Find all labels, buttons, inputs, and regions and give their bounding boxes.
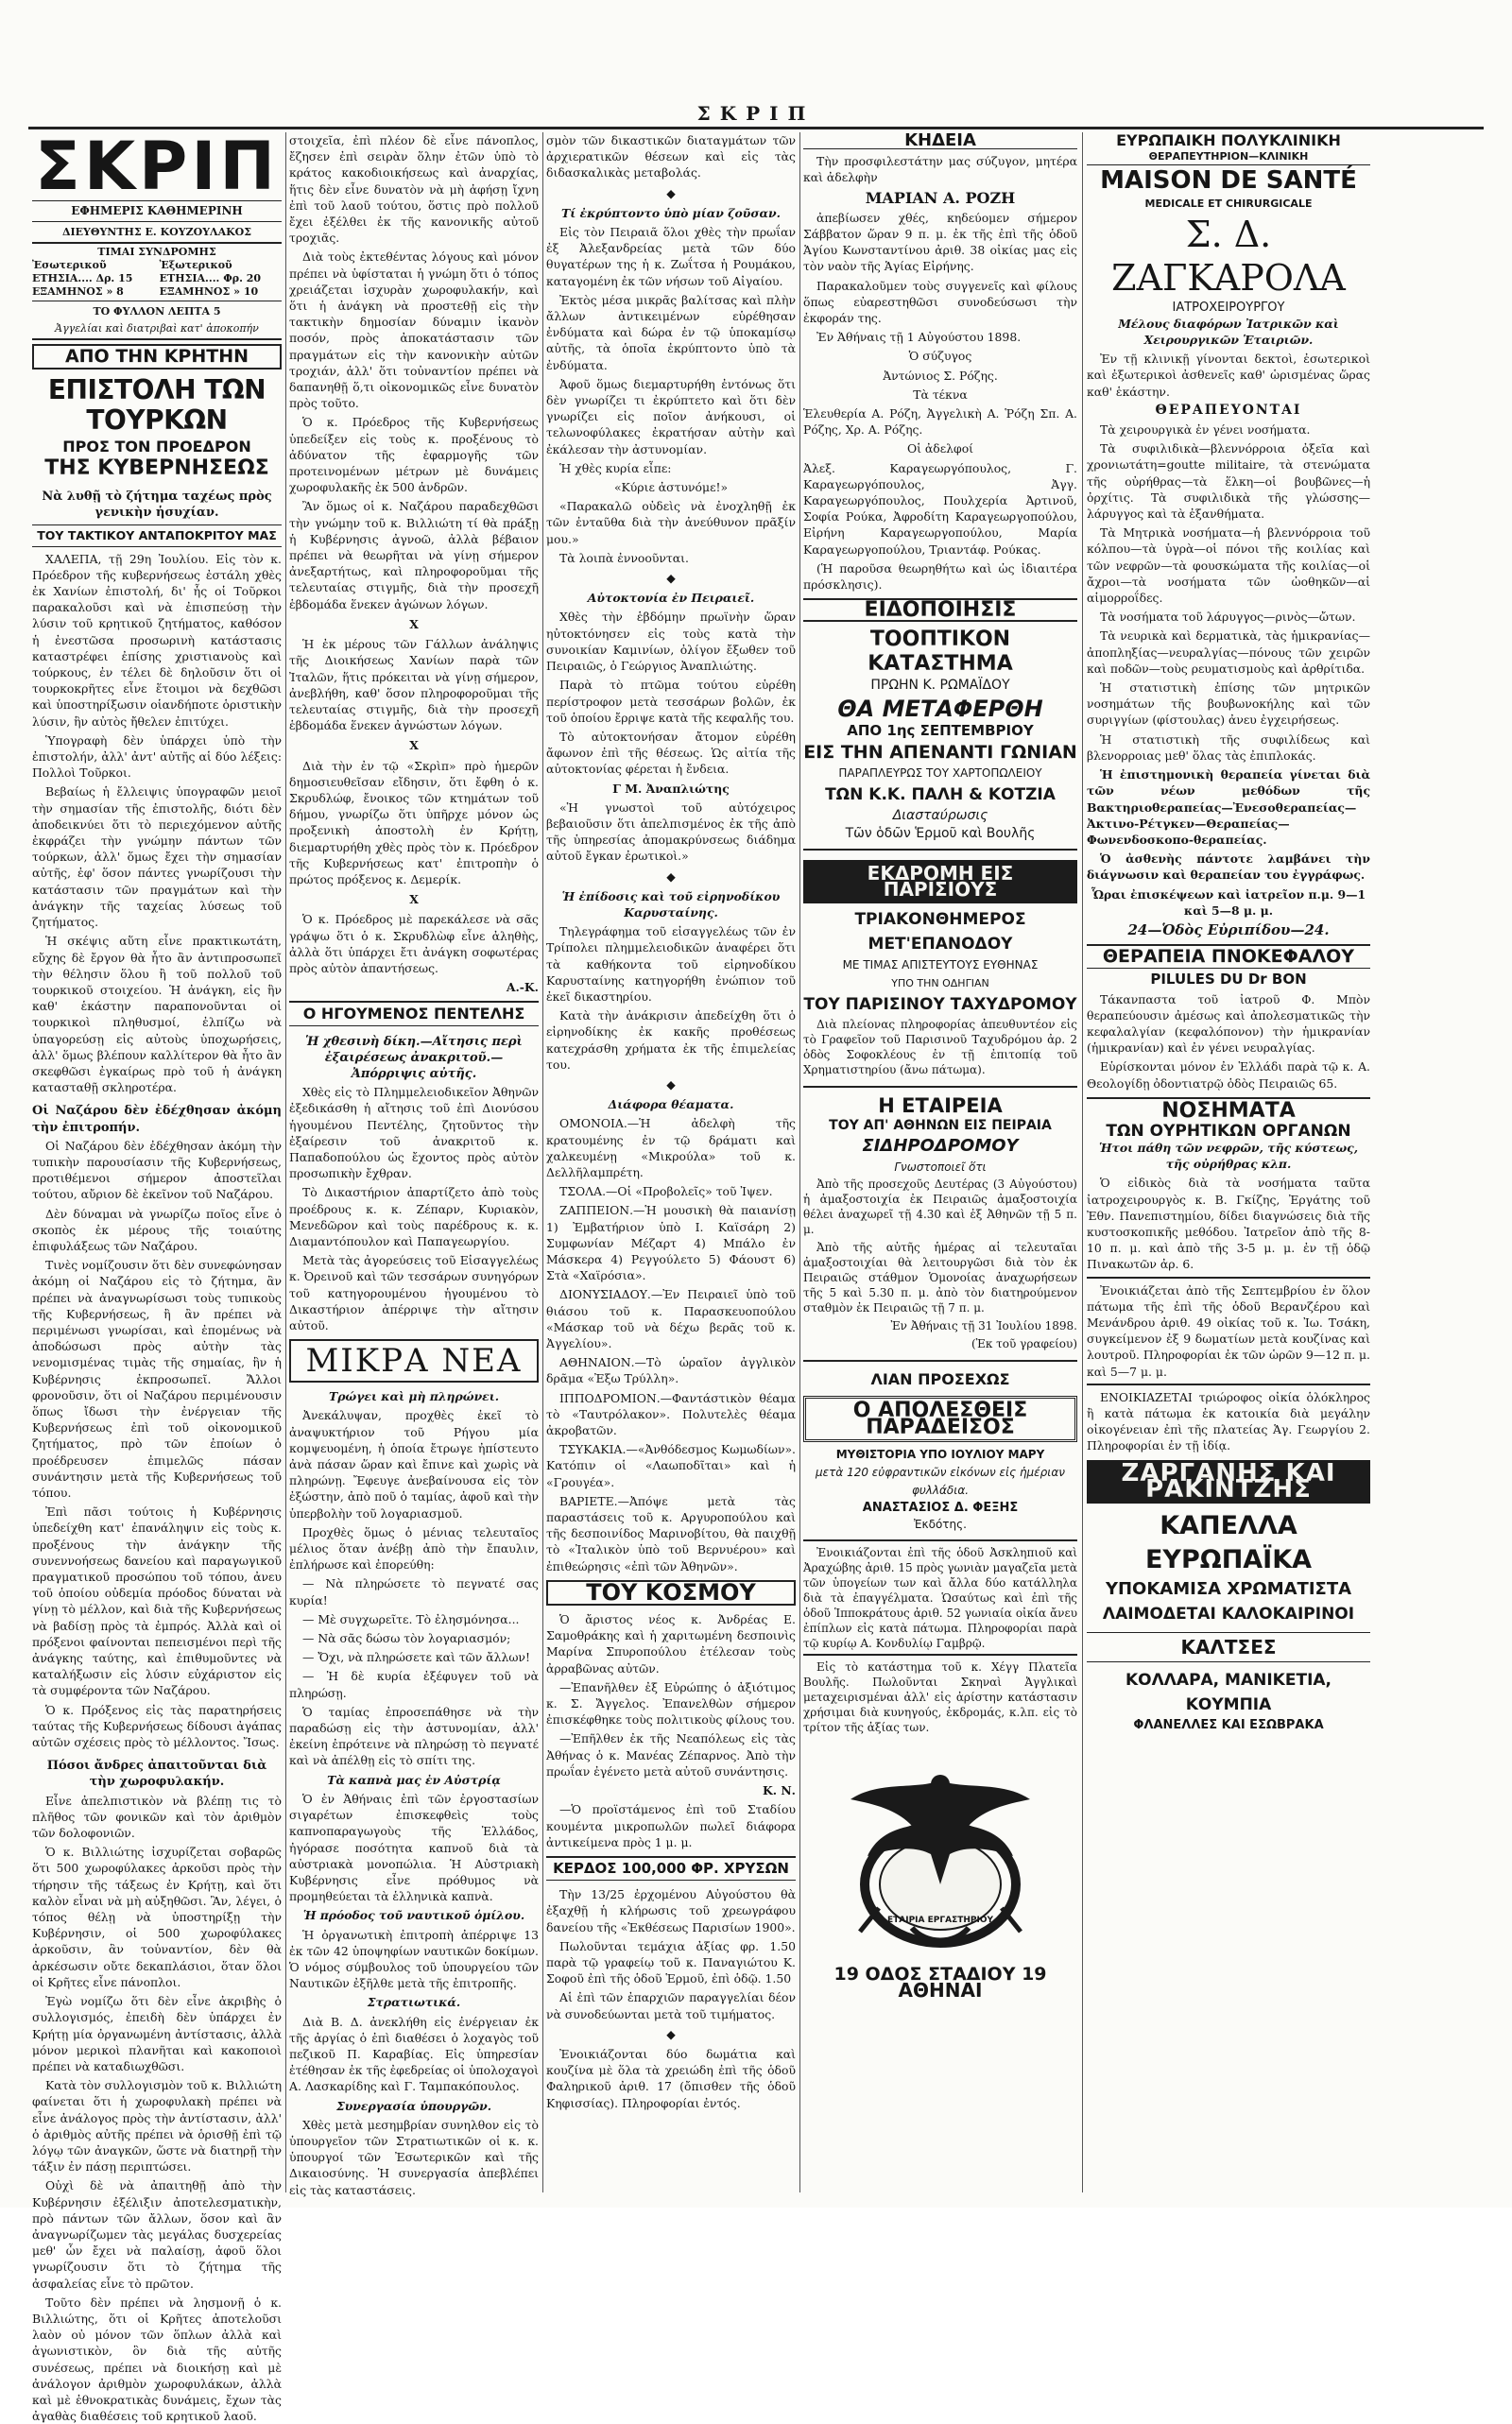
ad-line: ΜΥΘΙΣΤΟΡΙΑ ΥΠΟ ΙΟΥΛΙΟΥ ΜΑΡΥ [835, 1447, 1045, 1461]
paragraph: Τὴν 13/25 ἐρχομένου Αὐγούστου θὰ ἐξαχθῇ ἡ κλήρωσις τοῦ χρεωγράφου δανείου τῆς «Ἐκθέσεως Παρισίων 1900». [546, 1887, 796, 1934]
shop-name: ΖΑΡΓΑΝΗΣ ΚΑΙ ΡΑΚΙΝΤΖΗΣ [1087, 1460, 1370, 1504]
paragraph: σμὸν τῶν δικαστικῶν διαταγμάτων τῶν ἀρχιερατικῶν θέσεων καὶ εἰς τὰς διδασκαλικὰς μεταβολάς. [546, 133, 796, 181]
ad-line: ΛΙΑΝ ΠΡΟΣΕΧΩΣ [870, 1370, 1010, 1389]
separator-diamond: ◆ [666, 1076, 676, 1092]
shop-line: ΚΟΛΛΑΡΑ, ΜΑΝΙΚΕΤΙΑ, ΚΟΥΜΠΙΑ [1125, 1671, 1332, 1715]
paragraph: Ἐνοικιάζονται δύο δωμάτια καὶ κουζίνα μὲ ὅλα τὰ χρειώδη ἐπὶ τῆς ὁδοῦ Φαληρικοῦ ἀριθ. 17 (ὄπισθεν τῆς ὁδοῦ Κηφισσίας). Πληροφορίαι ἐντός. [546, 2046, 796, 2110]
optician-ad [803, 627, 1077, 848]
clinic-address: 24—Ὁδὸς Εὐριπίδου—24. [1127, 920, 1330, 938]
emblem-text: ΕΤΑΙΡΙΑ ΕΡΓΑΣΤΗΡΙΟΥ [886, 1915, 994, 1925]
tents-ad [803, 1654, 1077, 1735]
doctor-title: ΙΑΤΡΟΧΕΙΡΟΥΡΓΟΥ [1172, 300, 1285, 315]
subheading: Ἡτοι πάθη τῶν νεφρῶν, τῆς κύστεως, τῆς οὐρήθρας κλπ. [1098, 1140, 1359, 1172]
divider [1087, 1384, 1370, 1385]
paragraph: στοιχεῖα, ἐπὶ πλέον δὲ εἶνε πάνοπλος, ἔζησεν ἐπὶ σειρὰν ὅλην ἐτῶν ὑπὸ τὸ κράτος κακοδιοικήσεως καὶ ἀναρχίας, ἥτις δὲν εἶνε δυνατὸν νὰ μὴ ἀφήσῃ ἴχνη ἐπὶ τοῦ λαοῦ τούτου, ὅστις πρὸ πολλοῦ ἔχει ἐξέλθει ἐκ τῆς κανονικῆς αὐτοῦ τροχιᾶς. [289, 133, 539, 246]
paragraph: Μετὰ τὰς ἀγορεύσεις τοῦ Εἰσαγγελέως κ. Ὀρεινοῦ καὶ τῶν τεσσάρων συνηγόρων τοῦ κατηγορουμένου ἡγουμένου τὸ Δικαστήριον ἀπέρριψε τὴν αἴτησιν αὐτοῦ. [289, 1253, 539, 1333]
ad-line: Τῶν ὁδῶν Ἑρμοῦ καὶ Βουλῆς [845, 825, 1036, 841]
paragraph: Ἀνεκάλυψαν, προχθὲς ἐκεῖ τὸ ἀναψυκτήριον τοῦ Ρήγου μία κομψευομένη, ἡ ὁποία ἔτρωγε ἠπίστευτο ἀνὰ πάσαν ὥραν καὶ ἔπινε καὶ χωρὶς νὰ πληρώνῃ. Ἔφευγε ἀνεβαίνουσα εἰς τὸν ἐξώστην, ἀπὸ ποῦ ὁ ταμίας, ἀφοῦ καὶ τὴν ὑπερβολὴν τοῦ λογαριασμοῦ. [289, 1408, 539, 1521]
paragraph: Ἡ ὀργανωτικὴ ἐπιτροπὴ ἀπέρριψε 13 ἐκ τῶν 42 ὑποψηφίων ναυτικῶν δοκίμων. Ὁ νόμος σύμβουλος τοῦ ὑπουργείου τῶν Ναυτικῶν ἐξῆλθε μετὰ τῆς ἐπιτροπῆς. [289, 1927, 539, 1991]
subheading: Οἱ Ναζάρου δὲν ἐδέχθησαν ἀκόμη τὴν ἐπιτροπήν. [32, 1104, 282, 1135]
eagle-emblem [822, 1743, 1058, 1979]
paragraph: Οὐχὶ δὲ νὰ ἀπαιτηθῇ ἀπὸ τὴν Κυβέρνησιν ἐξέλιξιν ἀποτελεσματικὴν, πρὸ πάντων τῶν ἄλλων, ὅσον καὶ ἂν ἀναγνωρίζωμεν τὰς μεγάλας δυσχερείας μεθ' ὧν ἔχει νὰ παλαίσῃ, ἀφοῦ ὅλοι γνωρίζουσιν ὅτι τὸ ζήτημα τῆς ἀσφαλείας εἶνε τὸ πρῶτον. [32, 2178, 282, 2291]
ad-line: ΥΠΟ ΤΗΝ ΟΔΗΓΙΑΝ [891, 977, 989, 990]
paragraph: Τοῦτο δὲν πρέπει νὰ λησμονῇ ὁ κ. Βιλλιώτης, ὅτι οἱ Κρῆτες ἀποτελοῦσι λαὸν οὐ μόνον τῶν ὅπλων ἀλλὰ καὶ ἀγωνιστικὸν, ὃν διὰ τῆς αὐτῆς συνέσεως, πρέπει νὰ διοικήσῃ καὶ μὲ ἀνάλογον ἀριθμὸν χωροφυλάκων, ἀλλὰ καὶ μὲ ἐθνοκρατικὰς δυνάμεις, ἔχων τὰς ἀγαθὰς διαθέσεις τοῦ κρητικοῦ λαοῦ. [32, 2295, 282, 2424]
paragraph: Ἂν ὅμως οἱ κ. Ναζάρου παραδεχθῶσι τὴν γνώμην τοῦ κ. Βιλλιώτη τί θὰ πράξῃ ἡ Κυβέρνησις ἀγνοῶ, ἀλλὰ βέβαιον πρέπει νὰ θεωρῆται νὰ γίνῃ σήμερον ἀνεξαρτήτως, καὶ πληροφοροῦμαι τῆς τελευταίας στιγμῆς, διὰ τὴν προσεχῆ ἑβδομάδα ἕνεκεν ἀγώνων λόγων. [289, 499, 539, 611]
prices-foreign-label: Ἐξωτερικοῦ [159, 259, 232, 272]
ad-line: Γνωστοποιεῖ ὅτι [894, 1160, 987, 1175]
dialog-line: — Νὰ πληρώσετε τὸ πεγνατέ σας κυρία! [289, 1576, 539, 1607]
paragraph: Εὑρίσκονται μόνον ἐν Ἑλλάδι παρὰ τῷ κ. Α. Θεολογίδῃ ὀδοντιατρῷ ὁδὸς Πειραιῶς 65. [1087, 1059, 1370, 1091]
prices-domestic-label: Ἐσωτερικοῦ [32, 259, 107, 272]
deceased-name: ΜΑΡΙΑΝ Α. ΡΟΖΗ [865, 188, 1016, 207]
emblem-address: 19 ΟΔΟΣ ΣΤΑΔΙΟΥ 19 [833, 1964, 1047, 1986]
paragraph: Ὁ κ. Πρόεδρος μὲ παρεκάλεσε νὰ σᾶς γράψω ὅτι ὁ κ. Σκρυδλὼφ εἶνε ἀληθὴς, ἀλλὰ ὅτι ὑπάρχει ἔτι ἀνάγκη σοφωτέρας πρὸς αὐτὸν ἀπαντήσεως. [289, 912, 539, 975]
paragraph: Ὁ ταμίας ἐπροσεπάθησε νὰ τὴν παραδώσῃ εἰς τὴν ἀστυνομίαν, ἀλλ' ἐκείνη ἐπρότεινε νὰ πληρώσῃ τὸ πεγνατέ καὶ νὰ ἀπέλθῃ εἰς τὸ σπίτι της. [289, 1704, 539, 1768]
paragraph: Ὁ ἄριστος νέος κ. Ἀνδρέας Ε. Σαμοθράκης καὶ ἡ χαριτωμένη δεσποινὶς Μαρίνα Σπυροπούλου ἐτέλεσαν τοὺς ἀρραβῶνας αὐτῶν. [546, 1612, 796, 1676]
headline-deck: Νὰ λυθῇ τὸ ζήτημα ταχέως πρὸς γενικὴν ἡσυχίαν. [42, 490, 272, 521]
paragraph: Τάκανπαστα τοῦ ἰατροῦ Φ. Μπὸν θεραπεύουσιν ἀμέσως καὶ ἀπολεσματικῶς τὴν κεφαλαλγίαν (κεφαλόπονον) τὴν ἡμικρανίαν (ἡμικρανίαν) καὶ ἐν γένει νευραλγίας. [1087, 991, 1370, 1056]
masthead-title: ΣΚΡΙΠ [35, 128, 279, 205]
ad-line: ΘΑ ΜΕΤΑΦΕΡΘΗ [837, 696, 1043, 723]
clinic-title: ΕΥΡΩΠΑΙΚΗ ΠΟΛΥΚΛΙΝΙΚΗ [1116, 131, 1341, 149]
paragraph: Τὰ χειρουργικὰ ἐν γένει νοσήματα. [1100, 422, 1311, 438]
paragraph: Ὁ κ. Πρόεδρος τῆς Κυβερνήσεως ὑπεδείξεν εἰς τοὺς κ. προξένους τὸ ἀδύνατον τῆς ἐφαρμογῆς τῶν προτεινομένων μέτρων μὲ δυνάμεις χωροφυλακῆς ἐκ 500 ἀνδρῶν. [289, 415, 539, 495]
ad-line: ΤΟΟΠΤΙΚΟΝ ΚΑΤΑΣΤΗΜΑ [868, 627, 1013, 677]
paragraph: Ἡ χθὲς κυρία εἶπε: [559, 460, 672, 475]
byline: ΤΟΥ ΤΑΚΤΙΚΟΥ ΑΝΤΑΠΟΚΡΙΤΟΥ ΜΑΣ [32, 524, 282, 546]
paragraph: ΖΑΠΠΕΙΟΝ.—Ἡ μουσικὴ θὰ παιανίσῃ 1) Ἐμβατήριον ὑπὸ Ι. Καϊσάρη 2) Συμφωνίαν Μέζαρτ 4) Μπάλο ἐν Μάσκερα 4) Ρεγγούλετο 5) Φάουστ 6) Στὰ «Χαϊρόσια». [546, 1203, 796, 1283]
paragraph: Ἡ στατιστικὴ ἐπίσης τῶν μητρικῶν νοσημάτων τῆς βουβωνοκήλης καὶ τῶν συριγγίων (φίστουλας) ἀνευ ἐγχειρήσεως. [1087, 680, 1370, 728]
paragraph: Ἡ στατιστικὴ τῆς συφιλίδεως καὶ βλενορροιας μεθ' ὅλας τὰς ἐπιπλοκάς. [1087, 731, 1370, 763]
dialog-line: — Νὰ σᾶς δώσω τὸν λογαριασμόν; [302, 1631, 511, 1646]
pills-name: PILULES DU Dr BON [1150, 971, 1307, 989]
shop-line: ΥΠΟΚΑΜΙΣΑ ΧΡΩΜΑΤΙΣΤΑ [1105, 1579, 1352, 1600]
paragraph: Ἐπὶ πᾶσι τούτοις ἡ Κυβέρνησις ὑπεδείχθη κατ' ἐπανάληψιν εἰς τοὺς κ. προξένους τὴν ἀνάγκην τῆς συνεννοήσεως δανείου καὶ παραγωγικοῦ πραγματικοῦ προσώπου τοῦ τόπου, ἀνευ τοῦ ὁποίου οὐδεμία πρόοδος δύναται νὰ γίνῃ τὸ μέλλον, καὶ διὰ τῆς Κυβερνήσεως νὰ βαδίσῃ πρὸς τὰ ἐμπρός. Ἀλλὰ καὶ οἱ πρόξενοι φαίνονται πεπεισμένοι περὶ τῆς ἀνάγκης ταύτης, καὶ ἐπιθυμοῦντες νὰ καταλήξωσιν εἰς λύσιν εὐχάριστον εἰς τὰ συμφέροντα τῶν Ναζάρου. [32, 1504, 282, 1698]
paragraph: Τὴν προσφιλεστάτην μας σύζυγον, μητέρα καὶ ἀδελφὴν [803, 154, 1077, 185]
clinic-subtitle: ΘΕΡΑΠΕΥΤΗΡΙΟΝ—ΚΛΙΝΙΚΗ [1087, 148, 1370, 165]
ad-line: ΠΑΡΑΠΛΕΥΡΩΣ ΤΟΥ ΧΑΡΤΟΠΩΛΕΙΟΥ [838, 765, 1042, 780]
masthead-director: ΔΙΕΥΘΥΝΤΗΣ Ε. ΚΟΥΖΟΥΛΑΚΟΣ [32, 222, 282, 244]
paragraph: Διὰ πλείονας πληροφορίας ἀπευθυντέον εἰς τὸ Γραφεῖον τοῦ Παρισινοῦ Ταχυδρόμου ἀρ. 2 ὁδὸς Σοφοκλέους ἐν τῇ ἐπιτοπίᾳ τοῦ Χρηματιστηρίου (ἄνω πάτωμα). [803, 1018, 1077, 1077]
date: Ἐν Ἀθήναις τῇ 31 Ἰουλίου 1898. [890, 1319, 1077, 1333]
clinic-french-subtitle: MEDICALE ET CHIRURGICALE [1144, 198, 1313, 211]
column-2 [289, 132, 539, 2197]
paragraph: Εἰς τὸ κατάστημα τοῦ κ. Χέγγ Πλατεῖα Βουλῆς. Πωλοῦνται Σκηναὶ Ἀγγλικαὶ μεταχειρισμέναι ἀλλ' εἰς ἀρίστην κατάστασιν χρήσιμαι διὰ κυνηγούς, ἐκδρομάς, κ.λπ. εἰς τὸ τρίτον τῆς ἀξίας των. [803, 1659, 1077, 1734]
paragraph: Πωλοῦνται τεμάχια ἀξίας φρ. 1.50 παρὰ τῷ γραφείῳ τοῦ κ. Παναγιώτου Κ. Σοφοῦ ἐπὶ τῆς ὁδοῦ Ἑρμοῦ, ἐπὶ ὁδῷ. 1.50 [546, 1938, 796, 1986]
subheading: Αὐτοκτονία ἐν Πειραιεῖ. [587, 591, 755, 606]
paragraph: Ὁ κ. Πρόξενος εἰς τὰς παρατηρήσεις ταύτας τῆς Κυβερνήσεως δίδουσι ἀγάπας αὐτῶν σχέσεις πρὸς τὸ μέλλοντος. Ἴσως. [32, 1702, 282, 1750]
paragraph: Χθὲς εἰς τὸ Πλημμελειοδικεῖον Ἀθηνῶν ἐξεδικάσθη ἡ αἴτησις τοῦ ἐπὶ Διονύσου ἡγουμένου Πεντέλης, ζητοῦντος τὴν ἐξαίρεσιν τοῦ ἀνακριτοῦ κ. Παπαδοπούλου ὡς ἔχοντος πρὸς αὐτὸν προσωπικὴν ἔχθραν. [289, 1085, 539, 1181]
subheading: ΘΕΡΑΠΕΥΟΝΤΑΙ [1155, 402, 1302, 418]
ads-note: Ἀγγελίαι καὶ διατριβαὶ κατ' ἀποκοπήν [55, 321, 259, 335]
rental-ad [803, 1539, 1077, 1651]
column-rule [285, 132, 286, 2192]
ad-line: Η ΕΤΑΙΡΕΙΑ [878, 1094, 1003, 1118]
subheading: Πόσοι ἄνδρες ἀπαιτοῦνται διὰ τὴν χωροφυλακήν. [46, 1759, 267, 1790]
paragraph: Ἀπὸ τῆς αὐτῆς ἡμέρας αἱ τελευταῖαι ἀμαξοστοιχίαι θὰ λειτουργῶσι διὰ τὸν ἐκ Πειραιῶς στάθμον Ὁμονοίας ἀναχωρήσεων τῆς 5 καὶ 5.30 π. μ. ἀπὸ τὸν διατηρούμενον σταθμὸν ἐκ Πειραιῶς τῇ 7 π. μ. [803, 1241, 1077, 1315]
paragraph: ΤΣΥΚΑΚΙΑ.—«Ἀνθόδεσμος Κωμωδίων». Κατόπιν οἱ «Λαωποδῖται» καὶ ἡ «Γρουγέα». [546, 1442, 796, 1489]
siblings-names: Ἀλεξ. Καραγεωργόπουλος, Γ. Καραγεωργόπουλος, Ἀγγ. Καραγεωργόπουλος, Πουλχερία Ἀρτινοῦ, Σοφία Ρούκα, Ἀφροδίτη Καραγεωργοπούλου, Εἰρήνη Καραγεωργοπούλου, Μαρία Καραγεωργοπούλου, Τριαντάφ. Ρούκας. [803, 460, 1077, 557]
spouse-name: Ἀντώνιος Σ. Ρόζης. [883, 368, 998, 383]
ad-line: Διασταύρωσις [892, 807, 988, 823]
column-rule [799, 132, 800, 2192]
paragraph: —Ἐπῆλθεν ἐκ τῆς Νεαπόλεως εἰς τὰς Ἀθήνας ὁ κ. Μανέας Ζέπαρνος. Ἀπὸ τὴν πρωΐαν ἐγένετο μετὰ αὐτοῦ συνάντησις. [546, 1731, 796, 1779]
quote: «Κύριε ἀστυνόμε!» [613, 480, 729, 495]
ad-line: ΑΠΟ 1ης ΣΕΠΤΕΜΒΡΙΟΥ [847, 722, 1034, 740]
price-semester-domestic: ΕΞΑΜΗΝΟΣ » 8 [32, 285, 124, 299]
paragraph: Ἀπὸ τῆς προσεχοῦς Δευτέρας (3 Αὐγούστου) ἡ ἀμαξοστοιχία ἐκ Πειραιῶς ἀμαξοστοιχία θέλει ἀναχωρεῖ τῇ 4.30 καὶ ἐξ Ἀθηνῶν τῇ 5 π. μ. [803, 1178, 1077, 1237]
signature: (Ἐκ τοῦ γραφείου) [971, 1337, 1077, 1351]
headline-urinary-organs: ΤΩΝ ΟΥΡΗΤΙΚΩΝ ΟΡΓΑΝΩΝ [1106, 1121, 1351, 1141]
paragraph: ΙΠΠΟΔΡΟΜΙΟΝ.—Φαντάστικὸν θέαμα τὸ «Ταυτρόλακον». Πολυτελὲς θέαμα ἀκροβατῶν. [546, 1390, 796, 1438]
column-4 [803, 132, 1077, 2183]
subscription-prices [32, 244, 282, 301]
paragraph: Διὰ τοὺς ἐκτεθέντας λόγους καὶ μόνον πρέπει νὰ ὑφίσταται ἡ γνώμη ὅτι ὁ τόπος χρειάζεται ἰσχυρὰν χωροφυλακήν, καὶ ὅτι ἡ ἀνάγκη νὰ προστεθῇ εἰς τὴν τακτικὴν δημοσίαν δύναμιν ἱκανὸν ποσόν, πρὸς ἀποκατάστασιν τῶν πραγμάτων εἰς τὴν κανονικὴν αὐτῶν τροχιάν, ἀλλ' ὅτι τοὐναντίον πρέπει νὰ δαπανηθῇ ὅ,τι οἰκονομικῶς εἶνε δυνατὸν πρὸς τοῦτο. [289, 249, 539, 411]
headline-diseases: ΝΟΣΗΜΑΤΑ [1087, 1097, 1370, 1124]
column-1 [32, 128, 282, 2424]
issue-price-text: ΤΟ ΦΥΛΛΟΝ ΛΕΠΤΑ 5 [93, 305, 221, 318]
headline-headache-cure: ΘΕΡΑΠΕΙΑ ΠΝΟΚΕΦΑΛΟΥ [1087, 944, 1370, 969]
doctor-membership: Μέλους διαφόρων Ἰατρικῶν καὶ Χειρουργικῶν Ἑταιριῶν. [1118, 316, 1339, 348]
paragraph: Τὸ αὐτοκτονήσαν ἄτομον εὑρέθη ἄφωνον ἐπὶ τῆς θέσεως. Ὡς αἰτία τῆς αὐτοκτονίας φέρεται ἡ ἔνδεια. [546, 729, 796, 777]
shop-line: ΚΑΛΤΣΕΣ [1087, 1632, 1370, 1662]
eagle-icon [822, 1743, 1058, 1979]
ad-line: ΣΙΔΗΡΟΔΡΟΜΟΥ [862, 1136, 1019, 1157]
headline-abbot: Ο ΗΓΟΥΜΕΝΟΣ ΠΕΝΤΕΛΗΣ [289, 1001, 539, 1025]
doctor-name: Σ. Δ. ΖΑΓΚΑΡΟΛΑ [1111, 213, 1346, 299]
headline-to-president: ΠΡΟΣ ΤΟΝ ΠΡΟΕΔΡΟΝ [62, 438, 251, 456]
ad-line: ΕΙΣ ΤΗΝ ΑΠΕΝΑΝΤΙ ΓΩΝΙΑΝ [803, 741, 1077, 763]
dialog-line: — Μὲ συγχωρεῖτε. Τὸ ἐλησμόνησα... [302, 1611, 520, 1626]
ad-line: Ἐκδότης. [914, 1517, 967, 1531]
dialog-line: — Ἡ δὲ κυρία ἐξέφυγεν τοῦ νὰ πληρώσῃ. [289, 1669, 539, 1700]
ad-line: Ο ΑΠΟΛΕΣΘΕΙΣ ΠΑΡΑΔΕΙΣΟΣ [803, 1396, 1077, 1441]
headline-crete: ΑΠΟ ΤΗΝ ΚΡΗΤΗΝ [32, 344, 282, 370]
subheading: Ἡ πρόοδος τοῦ ναυτικοῦ ὁμίλου. [302, 1908, 525, 1923]
paragraph: Ἐνοικιάζεται ἀπὸ τῆς Σεπτεμβρίου ἐν ὅλον πάτωμα τῆς ἐπὶ τῆς ὁδοῦ Βερανζέρου καὶ Μενάνδρου ἀριθ. 49 οἰκίας τοῦ κ. Ἰω. Τσάκη, συγκείμενον ἐξ 9 δωματίων μετὰ κουζίνας καὶ λουτροῦ. Πληροφορίαι ἐκ τῶν ὡρῶν 9—12 π. μ. καὶ 5—7 μ. μ. [1087, 1282, 1370, 1379]
clinic-french-title: MAISON DE SANTÉ [1100, 166, 1357, 196]
paragraph: Τὰ Μητρικὰ νοσήματα—ἡ βλεννόρροια τοῦ κόλπου—τὰ ὑγρὰ—οἱ πόνοι τῆς κοιλίας καὶ τῶν νεφρῶν—τὰ φουσκώματα τῆς κοιλίας—οἱ ἄχροι—τὰ νοσήματα τῶν ὠοθηκῶν—αἱ αἱμορροΐδες. [1087, 525, 1370, 606]
ad-line: ΑΝΑΣΤΑΣΙΟΣ Δ. ΦΕΞΗΣ [862, 1500, 1019, 1515]
paragraph: Δὲν δύναμαι νὰ γνωρίζω ποῖος εἶνε ὁ σκοπὸς ἐκ μέρους τῆς τοιαύτης ἐπιφυλάξεως τῶν Ναζάρου. [32, 1206, 282, 1253]
paragraph: Τὰ νευρικὰ καὶ δερματικὰ, τὰς ἡμικρανίας—ἀποπληξίας—νευραλγίας—πόνους τῶν χειρῶν καὶ ποδῶν—τοὺς ρευματισμοὺς καὶ ἀρθρίτιδα. [1087, 628, 1370, 676]
paragraph: Ὁ ἐν Ἀθήναις ἐπὶ τῶν ἐργοστασίων σιγαρέτων ἐπισκεφθεὶς τοὺς καπνοπαραγωγοὺς τῆς Ἑλλάδος, ἠγόρασε ποσότητα καπνοῦ διὰ τὰ αὐστριακὰ μονοπώλια. Ἡ Αὐστριακὴ Κυβέρνησις εἶνε πρόθυμος νὰ προμηθεύεται τὰ ἑλληνικὰ καπνὰ. [289, 1791, 539, 1904]
paragraph: Ἐγὼ νομίζω ὅτι δὲν εἶνε ἀκριβὴς ὁ συλλογισμός, ἐπειδὴ δὲν ὑπάρχει ἐν Κρήτῃ μία ὀργανωμένη ἀντίστασις, ἀλλὰ μόνον μερικοὶ πλανῆται καὶ κακοποιοὶ πρέπει νὰ καταδιωχθῶσι. [32, 1994, 282, 2073]
price-annual-domestic: ΕΤΗΣΙΑ.... Δρ. 15 [32, 272, 133, 285]
price-annual-foreign: ΕΤΗΣΙΑ.... Φρ. 20 [159, 272, 262, 285]
dialog-line: — Ὄχι, νὰ πληρώσετε καὶ τῶν ἄλλων! [302, 1650, 530, 1665]
column-3 [546, 132, 796, 2183]
paragraph: Ὑπογραφὴ δὲν ὑπάρχει ὑπὸ τὴν ἐπιστολήν, ἀλλ' ἀντ' αὐτῆς αἱ δύο λέξεις: Πολλοὶ Τοῦρκοι. [32, 732, 282, 781]
paragraph: Ἐνοικιάζονται ἐπὶ τῆς ὁδοῦ Ἀσκληπιοῦ καὶ Ἀραχώβης ἀριθ. 15 πρὸς γωνιὰν μαγαζεῖα μετὰ τῶν ὑπογείων των καὶ ἄλλα δύο κατάλληλα διὰ τὰ ἐπαγγέλματα. Ὡσαύτως καὶ ἐπὶ τῆς ὁδοῦ Ἱπποκράτους ἀριθ. 52 γωνιαία οἰκία ἄνευ ἐπίπλων εἰς κατὰ πάτωμα. Πληροφορίαι παρὰ τῷ κυρίῳ Α. Κονδυλίῳ Γαμβρῷ. [803, 1545, 1077, 1650]
paragraph: ΟΜΟΝΟΙΑ.—Ἡ ἀδελφὴ τῆς κρατουμένης ἐν τῷ δράματι καὶ χαλκευμένῃ «Μικρούλα» τοῦ κ. Δελλῆλαμπρέτη. [546, 1116, 796, 1179]
separator-cross: Χ [409, 892, 419, 907]
separator-diamond: ◆ [666, 2026, 676, 2041]
separator-cross: Χ [409, 738, 419, 753]
column-5 [1087, 132, 1370, 2183]
ad-line: ΕΚΔΡΟΜΗ ΕΙΣ ΠΑΡΙΣΙΟΥΣ [803, 860, 1077, 903]
signature: Γ Μ. Ἀναπλιώτης [612, 781, 730, 796]
column-rule [542, 132, 543, 2192]
ad-line: ΤΡΙΑΚΟΝΘΗΜΕΡΟΣ ΜΕΤ'ΕΠΑΝΟΔΟΥ [854, 910, 1026, 954]
prices-row [32, 272, 282, 285]
headline-deck: Ἡ χθεσινὴ δίκη.—Αἴτησις περὶ ἐξαιρέσεως ἀνακριτοῦ.—Ἀπόρριψις αὐτῆς. [305, 1034, 523, 1081]
paragraph: Ἐν τῇ κλινικῇ γίνονται δεκτοὶ, ἐσωτερικοὶ καὶ ἐξωτερικοὶ ἀσθενεῖς καθ' ὡρισμένας ὥρας καθ' ἑκάστην. [1087, 352, 1370, 399]
paragraph: Τὰ νοσήματα τοῦ λάρυγγος—ρινὸς—ὤτων. [1100, 610, 1356, 625]
paragraph: Τινὲς νομίζουσιν ὅτι δὲν συνεφώνησαν ἀκόμη οἱ Ναζάρου εἰς τὸ ζήτημα, ἂν πρέπει νὰ ἀναγνωρίσωσι τοὺς τυπικοὺς τῆς Κυβερνήσεως, ἢ ἂν πρέπει νὰ περιμένωσι γνωρίσαι, καὶ ἐπομένως νὰ ἀποδώσωσι πρὸς αὐτὴν τὰς νενομισμένας τιμὰς τῆς σημαίας, ἣν ἡ Κυβέρνησις ἐκπροσωπεῖ. Ἄλλοι φρονοῦσιν, ὅτι οἱ Ναζάρου περιμένουσιν ὅπως ἴδωσι τὴν ἐνέργειαν τῆς Κυβερνήσεως ἐπὶ τοῦ οἰκονομικοῦ ζητήματος, πρὸ τῶν ἐποίων ὁ προέδρευσεν ἐπιμελῶς πάσαν συνάντησιν μετὰ τῆς Κυβερνήσεως τοῦ τόπου. [32, 1258, 282, 1500]
paragraph: —Ὁ προϊστάμενος ἐπὶ τοῦ Σταδίου κουμέντα μικροπωλῶν πωλεῖ διάφορα ἀντικείμενα πρὸς 1 μ. μ. [546, 1802, 796, 1849]
separator-diamond: ◆ [666, 868, 676, 884]
paris-excursion-ad [803, 849, 1077, 1086]
ad-line: μετὰ 120 εὐφραντικῶν εἰκόνων εἰς ἡμέριαν φυλλάδια. [816, 1465, 1065, 1497]
paragraph: Ἐκτὸς μέσα μικρᾶς βαλίτσας καὶ πλὴν ἄλλων ἀντικειμένων εὑρέθησαν ἐνδύματα καὶ δώρα ἐν τῷ ὑποκαμίσῳ αὐτῆς, τὰ ὁποῖα ἐκρύπτοντο ὑπὸ τὰ ἐνδύματα. [546, 292, 796, 372]
shop-line: ΦΛΑΝΕΛΛΕΣ ΚΑΙ ΕΣΩΒΡΑΚΑ [1133, 1718, 1324, 1733]
paragraph: Ἡ ἐπιστημονικὴ θεραπεία γίνεται διὰ τῶν νέων μεθόδων τῆς Βακτηριοθεραπείας—Ἐνεσοθεραπείας—Ἀκτινο-Ρέτγκεν—Θεραπείας—Φωνενδοσκοπο-θεραπείας. [1087, 767, 1370, 847]
masthead-subtitle: ΕΦΗΜΕΡΙΣ ΚΑΘΗΜΕΡΙΝΗ [32, 200, 282, 222]
paragraph: Ἡ σκέψις αὕτη εἶνε πρακτικωτάτη, εὔχης δὲ ἔργον θὰ ἦτο ἂν ἀντιπροσωπεῖ τὴν θέλησιν ὅλου ἢ τοῦ πολλοῦ τοῦ τουρκικοῦ στοιχείου. Ἡ ἀνάγκη, εἰς ἣν καθ' ἑκάστην παραπονοῦνται οἱ τουρκικοὶ πληθυσμοί, ἐλπίζω νὰ ὑπαγορεύσῃ εἰς αὐτοὺς ὑποχωρήσεις, ἀλλ' ὅμως βλέπουν καλλίτερον θὰ ἦτο ἂν σκεφθῶσι ἐγκαίρως πρὸ τοῦ ἡ ἀνάγκη κατασταθῇ σκληροτέρα. [32, 934, 282, 1095]
subheading: Τρώγει καὶ μὴ πληρώνει. [328, 1389, 500, 1404]
running-head: ΣΚΡΙΠ [696, 102, 816, 125]
paragraph: «Ἡ γνωστοὶ τοῦ αὐτόχειρος βεβαιοῦσιν ὅτι ἀπελπισμένος ἐκ τῆς ἀπὸ τῆς ὑπηρεσίας ἀπομακρύνσεως διάδημα αὐτοῦ ἔγκαν ἐρωτικοὶ.» [546, 799, 796, 864]
paragraph: Ὁ εἰδικὸς διὰ τὰ νοσήματα ταῦτα ἰατροχειρουργὸς κ. Β. Γκίζης, Ἐργάτης τοῦ Ἐθν. Πανεπιστημίου, δίδει διαγνώσεις διὰ τῆς κυστοσκοπικῆς μεθόδου. Ἰατρεῖον ἀπὸ τῆς 8-10 π. μ. καὶ ἀπὸ τῆς 3-5 μ. μ. ἐν τῇ ὁδῷ Πινακωτῶν ἀρ. 6. [1087, 1176, 1370, 1272]
paragraph: Τὸ Δικαστήριον ἀπαρτίζετο ἀπὸ τοὺς προέδρους κ. κ. Ζέπαρν, Κυριακὸν, Μενεδῶρον καὶ τοὺς παρέδρους κ. κ. Διαμαντόπουλον καὶ Παπαγεωργίου. [289, 1185, 539, 1248]
paragraph: Τηλεγράφημα τοῦ εἰσαγγελέως τῶν ἐν Τρίπολει πλημμελειοδικῶν ἀναφέρει ὅτι τὰ καθήκοντα τοῦ εἰρηνοδίκου Καρυσταίνης κατηγορήθη ἐνώπιον τοῦ ἐκεῖ δικαστηρίου. [546, 924, 796, 1004]
paragraph: Κατὰ τὸν συλλογισμὸν τοῦ κ. Βιλλιώτη φαίνεται ὅτι ἡ χωροφυλακὴ πρέπει νὰ εἶνε ἀνάλογος πρὸς τὴν ἀντίστασιν, ἀλλ' ὁ ἀριθμὸς αὐτῆς πρέπει νὰ ὁρισθῇ ἐπὶ τῷ λόγῳ τῶν ἀναγκῶν, ὥστε νὰ διατηρῇ τὴν τάξιν ἐν πάσῃ περιπτώσει. [32, 2078, 282, 2175]
paragraph: Χθὲς μετὰ μεσημβρίαν συνηλθον εἰς τὸ ὑπουργεῖον τῶν Στρατιωτικῶν οἱ κ. κ. ὑπουργοί τῶν Ἐσωτερικῶν καὶ τῆς Δικαιοσύνης. Ἡ συνεργασία ἀπεβλέπει εἰς τὰς καταστάσεις. [289, 2117, 539, 2197]
headline-government: ΤΗΣ ΚΥΒΕΡΝΗΣΕΩΣ [44, 456, 269, 481]
separator-diamond: ◆ [666, 185, 676, 200]
ad-line: ΜΕ ΤΙΜΑΣ ΑΠΙΣΤΕΥΤΟΥΣ ΕΥΘΗΝΑΣ [842, 958, 1039, 972]
date: Ἐν Ἀθήναις τῇ 1 Αὐγούστου 1898. [816, 330, 1022, 345]
emblem-city: ΑΘΗΝΑΙ [898, 1979, 983, 2003]
paragraph: ΔΙΟΝΥΣΙΑΔΟΥ.—Ἐν Πειραιεῖ ὑπὸ τοῦ θιάσου τοῦ κ. Παρασκευοπούλου «Μάσκαρ τοῦ νὰ δέχω βερᾶς τοῦ κ. Ἀγγελίου». [546, 1287, 796, 1351]
ad-line: ΤΟΥ ΑΠ' ΑΘΗΝΩΝ ΕΙΣ ΠΕΙΡΑΙΑ [829, 1118, 1052, 1134]
paragraph: —Ἐπανῆλθεν ἐξ Εὐρώπης ὁ ἀξιότιμος κ. Σ. Ἄγγελος. Ἐπανελθὼν σήμερον ἐπισκέφθηκε τοὺς πολιτικοὺς φίλους του. [546, 1679, 796, 1728]
article-signature: Α.-Κ. [506, 980, 539, 995]
paragraph: Παρακαλοῦμεν τοὺς συγγενεῖς καὶ φίλους ὅπως εὐαρεστηθῶσι συνοδεύσωσι τὴν ἐκφοράν της. [803, 278, 1077, 326]
signature: Κ. Ν. [762, 1783, 796, 1798]
subheading: Ἡ ἐπίδοσις καὶ τοῦ εἰρηνοδίκου Καρυσταίνης. [561, 888, 781, 920]
divider [1087, 1277, 1370, 1279]
paragraph: ΑΘΗΝΑΙΟΝ.—Τὸ ὡραῖον ἀγγλικὸν δρᾶμα «Ἐξω Τρύλλη». [546, 1355, 796, 1386]
headline-letter: ΕΠΙΣΤΟΛΗ ΤΩΝ ΤΟΥΡΚΩΝ [47, 374, 266, 437]
ad-line: ΤΟΥ ΠΑΡΙΣΙΝΟΥ ΤΑΧΥΔΡΟΜΟΥ [803, 995, 1077, 1015]
paragraph: Εἰς τὸν Πειραιᾶ ὅλοι χθὲς τὴν πρωΐαν ἐξ Ἀλεξανδρείας μετὰ τῶν δύο θυγατέρων της ἡ κ. Ζωΐτσα ἡ Ρουμάκου, καταγομένη ἐκ τῶν νήσων τοῦ Αἰγαίου. [546, 225, 796, 288]
label: Ὁ σύζυγος [908, 349, 972, 364]
column-rule [1082, 132, 1083, 2192]
paragraph: Χθὲς τὴν ἑβδόμην πρωϊνὴν ὥραν ηὐτοκτόνησεν εἰς τοὺς κατὰ τὴν συνοικίαν Καμινίων, ὀλίγον ἔξωθεν τοῦ Πειραιῶς, ὁ Γεώργιος Ἀναπλιώτης. [546, 610, 796, 674]
paragraph: ΒΑΡΙΕΤΕ.—Ἀπόψε μετὰ τὰς παραστάσεις τοῦ κ. Αργυροπούλου καὶ τῆς δεσποινίδος Μαρινοβίτου, θὰ παιχθῇ τὸ «Ἰταλικὸν ὑπὸ τοῦ Βερνυέρου» καὶ ἐπιθεώρησις «ἐπὶ τῶν Ἀθηνῶν». [546, 1493, 796, 1573]
label: Οἱ ἀδελφοί [906, 441, 974, 456]
subheading: Συνεργασία ὑπουργῶν. [335, 2098, 492, 2113]
label: Τὰ τέκνα [913, 387, 968, 402]
headline-small-news: ΜΙΚΡΑ ΝΕΑ [289, 1339, 539, 1383]
price-semester-foreign: ΕΞΑΜΗΝΟΣ » 10 [159, 285, 259, 299]
shop-line: ΚΑΠΕΛΛΑ ΕΥΡΩΠΑΪΚΑ [1144, 1511, 1313, 1575]
paragraph: Προχθὲς ὅμως ὁ μένιας τελευταῖος μέλιος ὅταν ἀνέβῃ ἀπὸ τὴν ἔπαυλιν, ἐπλήρωσε καὶ ἐπορεύθη: [289, 1524, 539, 1573]
prices-title: ΤΙΜΑΙ ΣΥΝΔΡΟΜΗΣ [97, 246, 216, 259]
paragraph: ΧΑΛΕΠΑ, τῇ 29η Ἰουλίου. Εἰς τὸν κ. Πρόεδρον τῆς κυβερνήσεως ἐστάλη χθὲς ἐκ Χανίων ἐπιστολή, δι' ἧς οἱ Τοῦρκοι παρακαλοῦσι καὶ νὰ ἐπισπεύσῃ τὴν λύσιν τοῦ κρητικοῦ ζητήματος, καθόσον ἡ ἐνεστῶσα προσωρινὴ κατάστασις καταστρέφει ἐπίσης χριστιανοὺς καὶ τούρκους, ἐν τέλει δὲ δηλοῦσιν ὅτι οἱ τουρκοκρῆτες εἶνε ἕτοιμοι νὰ δεχθῶσι καὶ ὑποστηρίξωσιν οἱανδήποτε ὁριστικὴν λύσιν, ἣν αὐτὸς ἤθελεν ἐπιτύχει. [32, 551, 282, 729]
note: (Ἡ παροῦσα θεωρηθήτω καὶ ὡς ἰδιαιτέρα πρόσκλησις). [803, 560, 1077, 593]
clinic-hours: Ὧραι ἐπισκέψεων καὶ ἰατρεῖον π.μ. 9—1 καὶ 5—8 μ. μ. [1091, 886, 1366, 918]
paragraph: Αἱ ἐπὶ τῶν ἐπαρχιῶν παραγγελίαι δέον νὰ συνοδεύωνται μετὰ τοῦ τιμήματος. [546, 1990, 796, 2021]
headline-prize: ΚΕΡΔΟΣ 100,000 ΦΡ. ΧΡΥΣΩΝ [546, 1856, 796, 1881]
issue-price [32, 301, 282, 339]
paragraph: Διὰ τὴν ἐν τῷ «Σκρὶπ» πρὸ ἡμερῶν δημοσιευθεῖσαν εἴδησιν, ὅτι ἔφθη ὁ κ. Σκρυδλώφ, ἔνοικος τῶν κτημάτων τοῦ δήμου, γνωρίζω ὅτι ὑπῆρχε μόνον ὡς προξενικὴ ἀποστολὴ ἐν Κρήτῃ, διεμαρτυρήθη χθὲς πρὸς τὸν κ. Πρόεδρον τῆς Κυβερνήσεως κατ' ἐπιτροπὴν ὁ πρώτος πρόξενος κ. Δεμερίκ. [289, 758, 539, 886]
shop-line: ΛΑΙΜΟΔΕΤΑΙ ΚΑΛΟΚΑΙΡΙΝΟΙ [1102, 1605, 1355, 1625]
paragraph: ἀπεβίωσεν χθές, κηδεύομεν σήμερον Σάββατον ὥραν 9 π. μ. ἐκ τῆς ἐπὶ τῆς ὁδοῦ Ἁγίου Κωνσταντίνου ἀριθ. 38 οἰκίας μας εἰς τὸν ναὸν τῆς Ἁγίας Εἰρήνης. [803, 210, 1077, 274]
children-names: Ἑλευθερία Α. Ρόζη, Ἀγγελικὴ Α. Ῥόζη Σπ. Α. Ρόζης, Χρ. Α. Ρόζης. [803, 406, 1077, 438]
railway-ad [803, 1086, 1077, 1360]
paragraph: Παρὰ τὸ πτῶμα τούτου εὑρέθη περίστροφον μετὰ τεσσάρων βολῶν, ἐκ τοῦ ὁποίου ἔρριψε κατὰ τῆς κεφαλῆς του. [546, 678, 796, 725]
paragraph: Διὰ Β. Δ. ἀνεκλήθη εἰς ἐνέργειαν ἐκ τῆς ἀργίας ὁ ἐπὶ διαθέσει ὁ λοχαγὸς τοῦ πεζικοῦ Π. Καραβίας. Εἰς ὑπηρεσίαν ἐτέθησαν ἐκ τῆς ἐφεδρείας οἱ ὑπολοχαγοὶ Α. Λασκαρίδης καὶ Γ. Ταμπακόπουλος. [289, 2014, 539, 2094]
paragraph: ΤΣΟΛΑ.—Οἱ «Προβολεῖς» τοῦ Ἰψεν. [559, 1184, 773, 1199]
separator-diamond: ◆ [666, 571, 676, 586]
ad-line: ΤΩΝ Κ.Κ. ΠΑΛΗ & ΚΟΤΖΙΑ [825, 784, 1056, 804]
paragraph: Τὰ συφιλιδικὰ—βλεννόρροια ὀξεῖα καὶ χρονιωτάτη=goutte militaire, τὰ στενώματα τῆς οὐρήθρας—τὰ ἕλκη—οἱ βουβῶνες—ἡ ὀρχίτις. Τὰ συφιλιδικὰ τῆς γλώσσης—λάρυγγος καὶ τὰ ἐξανθήματα. [1087, 441, 1370, 522]
headline-society: ΤΟΥ ΚΟΣΜΟΥ [546, 1580, 796, 1606]
subheading: Στρατιωτικά. [367, 1995, 461, 2010]
paragraph: Ἡ ἐκ μέρους τῶν Γάλλων ἀνάληψις τῆς Διοικήσεως Χανίων παρὰ τῶν Ἰταλῶν, ἥτις πρόκειται νὰ γίνῃ σήμερον, ἀνεβλήθη, καθ' ὅσον πληροφοροῦμαι τῆς τελευταίας στιγμῆς, διὰ τὴν προσεχῆ ἑβδομάδα ἕνεκεν ἀγνώστων λόγων. [289, 637, 539, 733]
masthead [32, 128, 282, 340]
paragraph: «Παρακαλῶ οὐδεὶς νὰ ἐνοχληθῇ ἐκ τῶν ἐνταῦθα διὰ τὴν ἀνεύθυνον πρᾶξίν μου.» [546, 499, 796, 546]
paragraph: Εἶνε ἀπελπιστικὸν νὰ βλέπῃ τις τὸ πλῆθος τῶν φονικῶν καὶ τὸν ἀριθμὸν τῶν δολοφονιῶν. [32, 1793, 282, 1841]
novel-ad [803, 1360, 1077, 1539]
ad-line: ΠΡΩΗΝ Κ. ΡΩΜΑΪΔΟΥ [870, 678, 1010, 694]
headline-notice: ΕΙΔΟΠΟΙΗΣΙΣ [803, 598, 1077, 622]
separator-cross: Χ [409, 616, 419, 631]
headline-funeral: ΚΗΔΕΙΑ [803, 132, 1077, 149]
paragraph: Ὁ ἀσθενὴς πάντοτε λαμβάνει τὴν διάγνωσιν καὶ θεραπείαν του ἐγγράφως. [1087, 851, 1370, 883]
subheading: Τὰ καπνὰ μας ἐν Αὐστρίᾳ [327, 1772, 501, 1787]
prices-header-row [32, 259, 282, 272]
paragraph: Κατὰ τὴν ἀνάκρισιν ἀπεδείχθη ὅτι ὁ εἰρηνοδίκης ἐκ κακῆς προθέσεως κατεχράσθη χρήματα ἐκ τῆς ἐπιμελείας του. [546, 1008, 796, 1072]
paragraph: Ὁ κ. Βιλλιώτης ἰσχυρίζεται σοβαρῶς ὅτι 500 χωροφύλακες ἀρκοῦσι πρὸς τὴν τήρησιν τῆς τάξεως ἐν Κρήτῃ, καὶ ὅτι καλὸν εἶναι νὰ μὴ αὐξηθῶσι. Ἂν, λέγει, ὁ τόπος θέλῃ νὰ ὑποστηρίξῃ τὴν Κυβέρνησιν, οἱ 500 χωροφύλακες ἀρκοῦσιν, ἂν τοὐναντίον, δὲν θὰ ἀρκέσωσιν οὔτε δεκαπλάσιοι, ὅταν ὅλοι οἱ Κρῆτες εἶνε πάνοπλοι. [32, 1845, 282, 1989]
paragraph: Βεβαίως ἡ ἔλλειψις ὑπογραφῶν μειοῖ τὴν σημασίαν τῆς ἐπιστολῆς, διότι δὲν ἀποδεικνύει ὅτι τὸ περιεχόμενον αὐτῆς ἐκφράζει τὴν γνώμην πάντων τῶν τούρκων, ἀλλ' ὅμως ἔχει τὴν σημασίαν αὐτῆς, ἐφ' ὅσον πάντες γνωρίζουσι τὴν κατάστασιν τῶν πραγμάτων καὶ τὴν ἀνάγκην τῆς ταχείας λύσεως τοῦ ζητήματος. [32, 784, 282, 930]
paragraph: ΕΝΟΙΚΙΑΖΕΤΑΙ τριώροφος οἰκία ὁλόκληρος ἢ κατὰ πάτωμα ἐκ κατοικία διὰ μεγάλην οἰκογένειαν ἐπὶ τῆς πλατείας Ἁγ. Γεωργίου 2. Πληροφορίαι ἐν τῇ ἰδίᾳ. [1087, 1389, 1370, 1453]
paragraph: Τὰ λοιπὰ ἐννοοῦνται. [559, 550, 689, 565]
subheading: Τί ἐκρύπτοντο ὑπὸ μίαν ζοῦσαν. [561, 205, 781, 220]
prices-row [32, 285, 282, 299]
subheading: Διάφορα θέαματα. [608, 1097, 734, 1112]
paragraph: Οἱ Ναζάρου δὲν ἐδέχθησαν ἀκόμη τὴν τυπικὴν παρουσίασιν τῆς Κυβερνήσεως, προτιθέμενοι σήμερον ἀποστεῖλαι τούτου, αὔριον δὲ ἐκεῖνον τοῦ Ναζάρου. [32, 1138, 282, 1202]
paragraph: Ἀφοῦ ὅμως διεμαρτυρήθη ἐντόνως ὅτι δὲν γνωρίζει τι ἐκρύπτετο καὶ ὅτι δὲν γνωρίζει εἰς ποῖον ἀνήκουσι, οἱ τελωνοφύλακες ἐκρατήσαν αὐτὴν καὶ ἐκάλεσαν τὴν ἀστυνομίαν. [546, 376, 796, 456]
